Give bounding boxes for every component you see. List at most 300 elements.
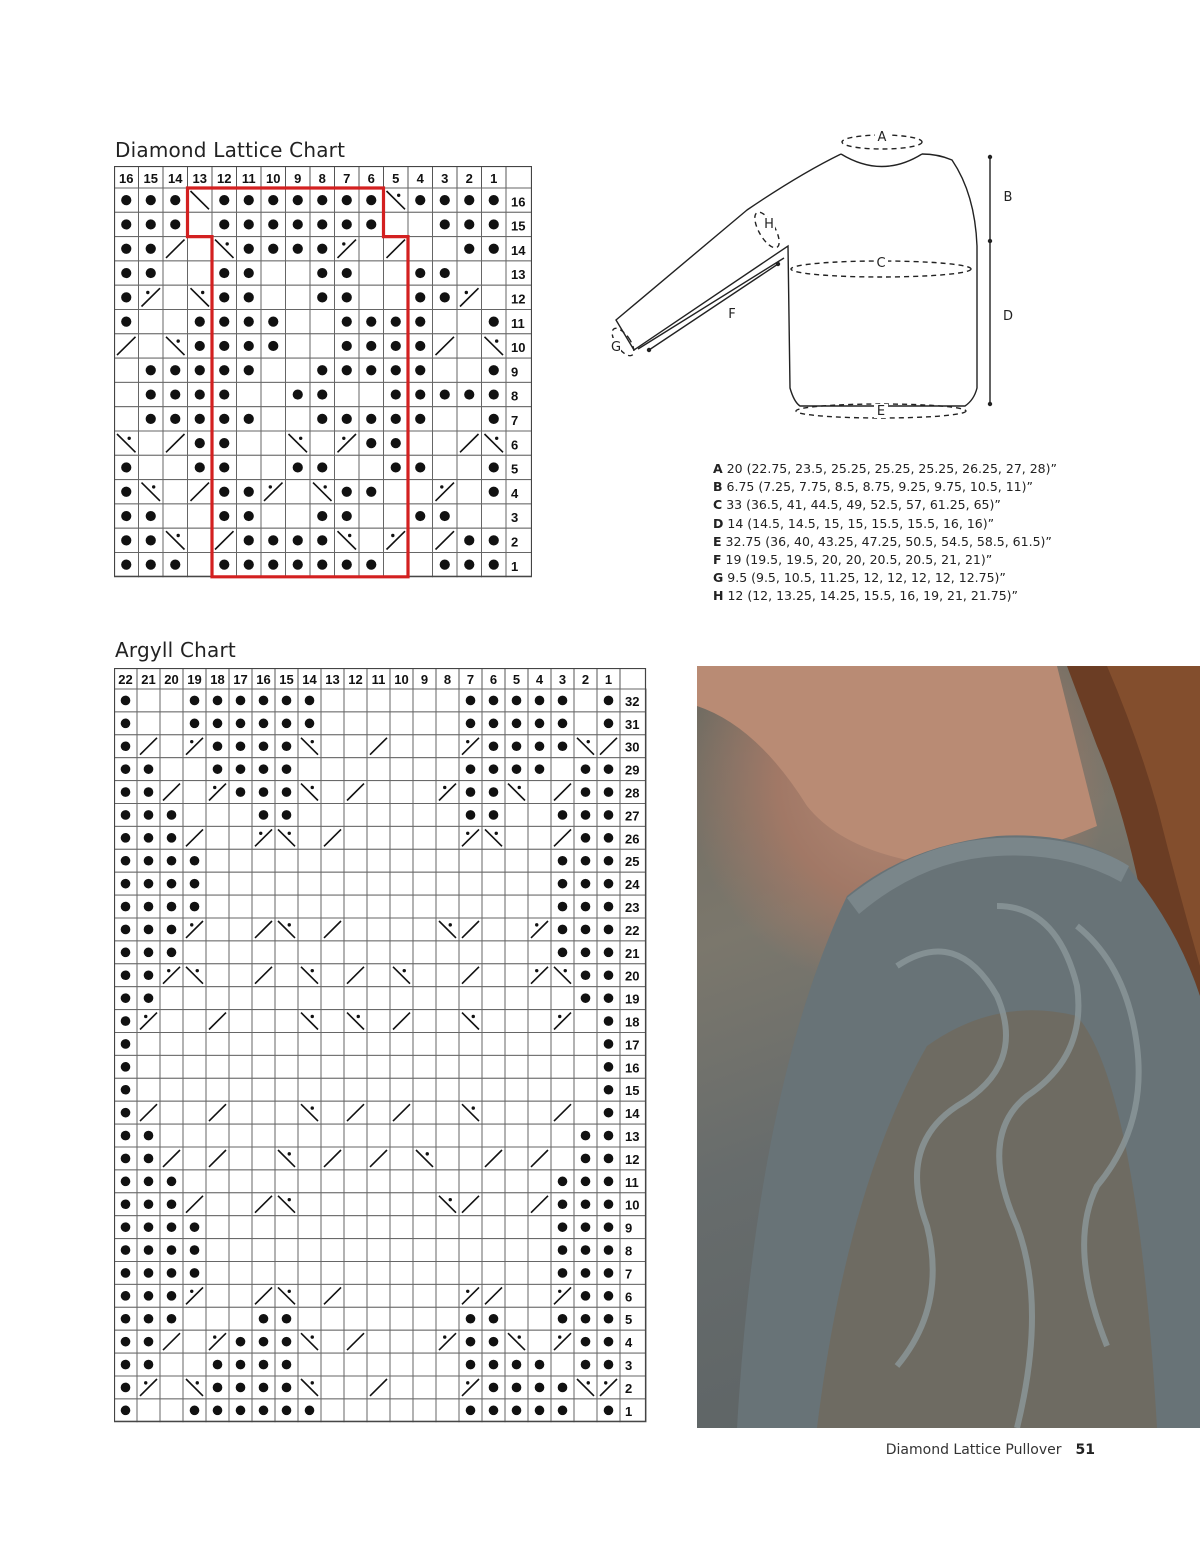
row-number: 14 — [511, 242, 526, 258]
measurement-letter: D — [713, 515, 724, 531]
chart-cell — [344, 712, 367, 735]
purl-dot — [489, 787, 499, 797]
purl-dot — [236, 696, 246, 706]
cable-dot — [466, 1290, 469, 1293]
purl-dot — [604, 696, 614, 706]
purl-dot — [236, 1406, 246, 1416]
purl-dot — [259, 1337, 269, 1347]
chart-cell — [298, 1307, 321, 1330]
purl-dot — [144, 948, 154, 958]
purl-dot — [268, 341, 278, 351]
chart-cell — [482, 1124, 505, 1147]
chart-cell — [528, 1055, 551, 1078]
chart-cell — [252, 1216, 275, 1239]
chart-cell — [436, 1033, 459, 1056]
chart-cell — [298, 849, 321, 872]
purl-dot — [415, 462, 425, 472]
purl-dot — [121, 219, 131, 229]
cable-dot — [176, 339, 179, 342]
purl-dot — [121, 856, 131, 866]
chart-cell — [482, 1216, 505, 1239]
row-number: 18 — [625, 1014, 640, 1030]
chart-cell — [252, 1010, 275, 1033]
purl-dot — [195, 365, 205, 375]
column-number: 15 — [279, 672, 294, 687]
purl-dot — [244, 487, 254, 497]
purl-dot — [219, 195, 229, 205]
purl-dot — [464, 560, 474, 570]
chart-cell — [505, 941, 528, 964]
chart-cell — [163, 285, 188, 309]
cable-dot — [440, 485, 443, 488]
chart-cell — [551, 758, 574, 781]
chart-cell — [436, 1147, 459, 1170]
purl-dot — [581, 993, 591, 1003]
purl-dot — [581, 879, 591, 889]
purl-dot — [219, 268, 229, 278]
purl-dot — [581, 856, 591, 866]
chart-cell — [459, 1147, 482, 1170]
purl-dot — [466, 810, 476, 820]
chart-cell — [433, 358, 458, 382]
chart-cell — [321, 1055, 344, 1078]
chart-cell — [160, 1124, 183, 1147]
chart-cell — [459, 1239, 482, 1262]
chart-cell — [229, 849, 252, 872]
chart-cell — [183, 1307, 206, 1330]
chart-cell — [335, 455, 360, 479]
chart-cell — [137, 1055, 160, 1078]
purl-dot — [489, 462, 499, 472]
cable-dot — [397, 194, 400, 197]
purl-dot — [535, 1360, 545, 1370]
chart-cell — [436, 895, 459, 918]
purl-dot — [366, 219, 376, 229]
chart-cell — [436, 804, 459, 827]
purl-dot — [268, 195, 278, 205]
chart-cell — [229, 1101, 252, 1124]
row-number: 27 — [625, 808, 640, 824]
purl-dot — [604, 1337, 614, 1347]
chart-cell — [528, 826, 551, 849]
chart-cell — [321, 987, 344, 1010]
cable-dot — [190, 923, 193, 926]
cable-dot — [196, 1381, 199, 1384]
column-number: 10 — [266, 171, 281, 186]
chart-cell — [367, 712, 390, 735]
purl-dot — [512, 719, 522, 729]
chart-cell — [433, 407, 458, 431]
chart-cell — [390, 1216, 413, 1239]
chart-cell — [163, 480, 188, 504]
purl-dot — [512, 764, 522, 774]
chart-cell — [413, 1124, 436, 1147]
purl-dot — [604, 1016, 614, 1026]
chart-cell — [344, 941, 367, 964]
chart-cell — [482, 1170, 505, 1193]
chart-cell — [482, 1055, 505, 1078]
purl-dot — [236, 1383, 246, 1393]
purl-dot — [144, 810, 154, 820]
chart-cell — [436, 1124, 459, 1147]
argyll-chart — [114, 668, 648, 1430]
chart-cell — [275, 849, 298, 872]
chart-cell — [482, 849, 505, 872]
chart-cell — [321, 781, 344, 804]
purl-dot — [170, 389, 180, 399]
purl-dot — [366, 317, 376, 327]
purl-dot — [259, 696, 269, 706]
chart-cell — [252, 1147, 275, 1170]
chart-cell — [188, 237, 213, 261]
chart-cell — [390, 1147, 413, 1170]
chart-cell — [298, 758, 321, 781]
purl-dot — [170, 560, 180, 570]
purl-dot — [391, 365, 401, 375]
purl-dot — [144, 993, 154, 1003]
purl-dot — [121, 764, 131, 774]
chart-cell — [505, 1055, 528, 1078]
purl-dot — [391, 414, 401, 424]
chart-cell — [367, 1330, 390, 1353]
purl-dot — [121, 1154, 131, 1164]
chart-cell — [413, 1376, 436, 1399]
purl-dot — [293, 389, 303, 399]
chart-cell — [390, 1124, 413, 1147]
chart-cell — [139, 334, 164, 358]
chart-cell — [436, 1262, 459, 1285]
chart-cell — [505, 872, 528, 895]
purl-dot — [366, 487, 376, 497]
chart-cell — [163, 504, 188, 528]
chart-cell — [139, 455, 164, 479]
purl-dot — [144, 1337, 154, 1347]
purl-dot — [489, 1406, 499, 1416]
chart-cell — [505, 1033, 528, 1056]
chart-cell — [436, 964, 459, 987]
purl-dot — [259, 787, 269, 797]
chart-cell — [390, 1055, 413, 1078]
chart-cell — [459, 1170, 482, 1193]
chart-cell — [433, 310, 458, 334]
purl-dot — [317, 560, 327, 570]
chart-cell — [528, 987, 551, 1010]
purl-dot — [415, 341, 425, 351]
purl-dot — [489, 764, 499, 774]
row-number: 1 — [625, 1403, 633, 1419]
chart-cell — [206, 804, 229, 827]
row-number: 14 — [625, 1106, 640, 1122]
measurement-value: 33 (36.5, 41, 44.5, 49, 52.5, 57, 61.25, 65)” — [726, 497, 1001, 513]
chart-cell — [505, 964, 528, 987]
chart-cell — [114, 382, 139, 406]
purl-dot — [581, 1245, 591, 1255]
purl-dot — [195, 389, 205, 399]
chart-cell — [298, 1193, 321, 1216]
chart-cell — [206, 1216, 229, 1239]
purl-dot — [144, 787, 154, 797]
chart-cell — [275, 1124, 298, 1147]
purl-dot — [121, 879, 131, 889]
chart-cell — [321, 964, 344, 987]
chart-cell — [359, 528, 384, 552]
chart-cell — [457, 480, 482, 504]
purl-dot — [317, 219, 327, 229]
chart-cell — [528, 895, 551, 918]
chart-cell — [188, 261, 213, 285]
row-number: 23 — [625, 900, 640, 915]
purl-dot — [121, 833, 131, 843]
chart-cell — [298, 872, 321, 895]
chart-cell — [206, 1170, 229, 1193]
row-number: 21 — [625, 945, 640, 961]
purl-dot — [167, 948, 177, 958]
purl-dot — [170, 365, 180, 375]
purl-dot — [581, 970, 591, 980]
purl-dot — [317, 535, 327, 545]
chart-cell — [310, 431, 335, 455]
purl-dot — [366, 438, 376, 448]
purl-dot — [604, 993, 614, 1003]
chart-cell — [252, 849, 275, 872]
purl-dot — [144, 970, 154, 980]
chart-cell — [344, 1147, 367, 1170]
purl-dot — [342, 317, 352, 327]
chart-cell — [183, 1033, 206, 1056]
purl-dot — [170, 219, 180, 229]
chart-cell — [261, 455, 286, 479]
cable-dot — [535, 969, 538, 972]
cable-dot — [311, 1015, 314, 1018]
chart-cell — [408, 553, 433, 577]
chart-cell — [482, 1262, 505, 1285]
chart-cell — [359, 455, 384, 479]
purl-dot — [604, 810, 614, 820]
purl-dot — [535, 696, 545, 706]
row-number: 26 — [625, 831, 640, 847]
cable-dot — [190, 740, 193, 743]
purl-dot — [167, 1177, 177, 1187]
chart-cell — [229, 941, 252, 964]
row-number: 12 — [625, 1151, 640, 1167]
chart-cell — [413, 1330, 436, 1353]
cable-dot — [472, 1106, 475, 1109]
purl-dot — [581, 925, 591, 935]
diamond-lattice-chart-title: Diamond Lattice Chart — [115, 138, 346, 162]
chart-cell — [160, 1101, 183, 1124]
row-number: 22 — [625, 922, 640, 938]
chart-cell — [413, 689, 436, 712]
column-number: 16 — [119, 171, 134, 186]
row-number: 15 — [625, 1083, 640, 1099]
purl-dot — [440, 292, 450, 302]
chart-cell — [252, 1101, 275, 1124]
chart-cell — [459, 941, 482, 964]
sweater-photo-illustration — [697, 666, 1200, 1428]
purl-dot — [121, 487, 131, 497]
chart-cell — [390, 895, 413, 918]
chart-cell — [229, 872, 252, 895]
purl-dot — [466, 719, 476, 729]
purl-dot — [604, 719, 614, 729]
column-number: 3 — [558, 672, 567, 687]
purl-dot — [121, 696, 131, 706]
chart-cell — [275, 1239, 298, 1262]
purl-dot — [440, 219, 450, 229]
purl-dot — [489, 219, 499, 229]
purl-dot — [195, 317, 205, 327]
chart-cell — [574, 1033, 597, 1056]
chart-cell — [275, 1078, 298, 1101]
column-number: 1 — [604, 672, 613, 687]
chart-cell — [183, 941, 206, 964]
chart-cell — [163, 261, 188, 285]
chart-cell — [390, 1307, 413, 1330]
chart-cell — [206, 1033, 229, 1056]
chart-cell — [298, 1239, 321, 1262]
purl-dot — [195, 414, 205, 424]
purl-dot — [219, 438, 229, 448]
purl-dot — [466, 787, 476, 797]
chart-cell — [137, 1399, 160, 1422]
chart-cell — [505, 1124, 528, 1147]
chart-cell — [457, 310, 482, 334]
purl-dot — [535, 1383, 545, 1393]
purl-dot — [466, 1360, 476, 1370]
purl-dot — [268, 244, 278, 254]
chart-cell — [229, 1170, 252, 1193]
chart-cell — [252, 1239, 275, 1262]
purl-dot — [121, 1016, 131, 1026]
purl-dot — [219, 219, 229, 229]
purl-dot — [282, 1314, 292, 1324]
chart-cell — [261, 382, 286, 406]
chart-cell — [551, 1055, 574, 1078]
column-number: 4 — [416, 171, 424, 186]
chart-cell — [206, 1262, 229, 1285]
chart-cell — [457, 358, 482, 382]
purl-dot — [466, 1337, 476, 1347]
chart-cell — [344, 689, 367, 712]
chart-cell — [206, 1239, 229, 1262]
purl-dot — [391, 462, 401, 472]
chart-cell — [261, 261, 286, 285]
purl-dot — [121, 292, 131, 302]
purl-dot — [244, 195, 254, 205]
row-number: 16 — [511, 194, 526, 210]
column-number: 22 — [118, 672, 133, 687]
purl-dot — [366, 341, 376, 351]
chart-cell — [482, 964, 505, 987]
chart-cell — [367, 987, 390, 1010]
cable-dot — [152, 485, 155, 488]
chart-cell — [528, 1033, 551, 1056]
column-number: 4 — [535, 672, 544, 687]
cable-dot — [558, 1335, 561, 1338]
chart-cell — [286, 310, 311, 334]
label-d: D — [1002, 309, 1014, 324]
purl-dot — [144, 1177, 154, 1187]
column-number: 1 — [490, 171, 498, 186]
purl-dot — [190, 719, 200, 729]
cable-dot — [288, 1152, 291, 1155]
chart-cell — [252, 1170, 275, 1193]
chart-cell — [261, 504, 286, 528]
column-number: 9 — [420, 672, 429, 687]
chart-cell — [321, 1239, 344, 1262]
purl-dot — [121, 1360, 131, 1370]
purl-dot — [581, 787, 591, 797]
purl-dot — [604, 1268, 614, 1278]
purl-dot — [558, 1314, 568, 1324]
chart-cell — [321, 1307, 344, 1330]
chart-cell — [528, 1010, 551, 1033]
purl-dot — [604, 1199, 614, 1209]
column-number: 3 — [441, 171, 449, 186]
purl-dot — [558, 719, 568, 729]
purl-dot — [121, 535, 131, 545]
purl-dot — [121, 1314, 131, 1324]
chart-cell — [252, 1033, 275, 1056]
cable-dot — [342, 437, 345, 440]
chart-cell — [163, 455, 188, 479]
chart-cell — [321, 1262, 344, 1285]
chart-cell — [160, 1033, 183, 1056]
purl-dot — [144, 1360, 154, 1370]
purl-dot — [213, 719, 223, 729]
chart-cell — [114, 358, 139, 382]
column-number: 7 — [343, 171, 351, 186]
chart-cell — [528, 849, 551, 872]
purl-dot — [144, 879, 154, 889]
chart-cell — [206, 1078, 229, 1101]
chart-cell — [482, 1239, 505, 1262]
purl-dot — [167, 1199, 177, 1209]
row-number: 11 — [511, 315, 525, 331]
cable-dot — [466, 832, 469, 835]
purl-dot — [167, 1268, 177, 1278]
chart-cell — [206, 826, 229, 849]
chart-cell — [321, 1078, 344, 1101]
purl-dot — [512, 741, 522, 751]
purl-dot — [190, 1406, 200, 1416]
chart-cell — [335, 382, 360, 406]
cable-dot — [259, 832, 262, 835]
column-number: 6 — [489, 672, 498, 687]
purl-dot — [219, 389, 229, 399]
purl-dot — [259, 719, 269, 729]
purl-dot — [121, 1291, 131, 1301]
measurement-letter: B — [713, 479, 723, 495]
chart-cell — [286, 407, 311, 431]
chart-cell — [139, 431, 164, 455]
purl-dot — [244, 317, 254, 327]
purl-dot — [213, 696, 223, 706]
label-e: E — [876, 404, 886, 419]
chart-cell — [482, 918, 505, 941]
purl-dot — [219, 292, 229, 302]
chart-cell — [390, 1353, 413, 1376]
measurement-value: 32.75 (36, 40, 43.25, 47.25, 50.5, 54.5, 58.5, 61.5)” — [725, 533, 1052, 549]
row-number: 31 — [625, 716, 640, 732]
purl-dot — [121, 1222, 131, 1232]
chart-cell — [229, 918, 252, 941]
purl-dot — [581, 902, 591, 912]
row-number: 5 — [625, 1312, 633, 1328]
purl-dot — [581, 1131, 591, 1141]
chart-cell — [252, 1055, 275, 1078]
purl-dot — [259, 764, 269, 774]
